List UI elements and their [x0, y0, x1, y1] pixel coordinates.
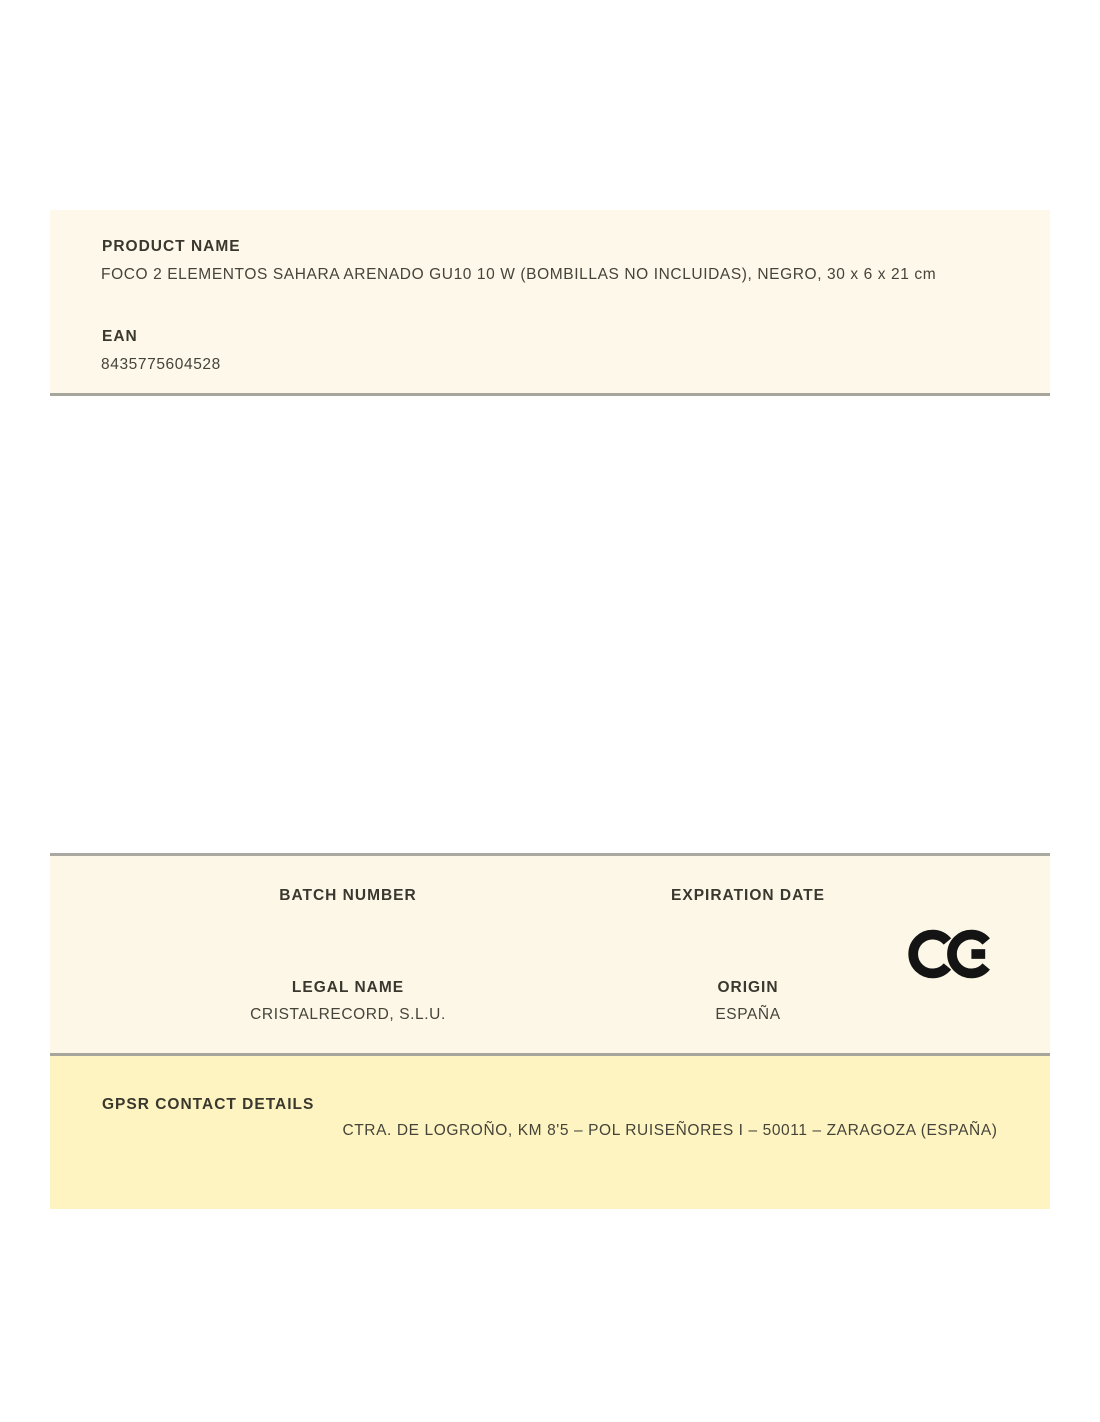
- product-section: [50, 210, 1050, 396]
- product-name-value: FOCO 2 ELEMENTOS SAHARA ARENADO GU10 10 W (BOMBILLAS NO INCLUIDAS), NEGRO, 30 x 6 x 21 cm: [101, 266, 937, 283]
- ean-label: EAN: [102, 328, 138, 345]
- gpsr-section: [50, 1056, 1050, 1209]
- origin-value-wrap: [548, 1006, 948, 1024]
- batch-number-field: [148, 887, 548, 905]
- legal-name-field: [148, 979, 548, 997]
- gpsr-contact-label: GPSR CONTACT DETAILS: [102, 1096, 315, 1113]
- gpsr-contact-address: CTRA. DE LOGROÑO, KM 8'5 – POL RUISEÑORES I – 50011 – ZARAGOZA (ESPAÑA): [342, 1122, 998, 1139]
- ean-value: 8435775604528: [101, 356, 221, 373]
- legal-name-label: LEGAL NAME: [291, 979, 405, 996]
- traceability-section: [50, 853, 1050, 1056]
- product-name-label: PRODUCT NAME: [102, 238, 241, 255]
- ce-mark-icon: [908, 922, 996, 986]
- expiration-date-field: [548, 887, 948, 905]
- batch-number-label: BATCH NUMBER: [279, 887, 417, 904]
- legal-name-value: CRISTALRECORD, S.L.U.: [250, 1006, 446, 1023]
- origin-value: ESPAÑA: [715, 1006, 781, 1023]
- expiration-date-label: EXPIRATION DATE: [671, 887, 825, 904]
- origin-label: ORIGIN: [717, 979, 779, 996]
- legal-name-value-wrap: [148, 1006, 548, 1024]
- origin-field: [548, 979, 948, 997]
